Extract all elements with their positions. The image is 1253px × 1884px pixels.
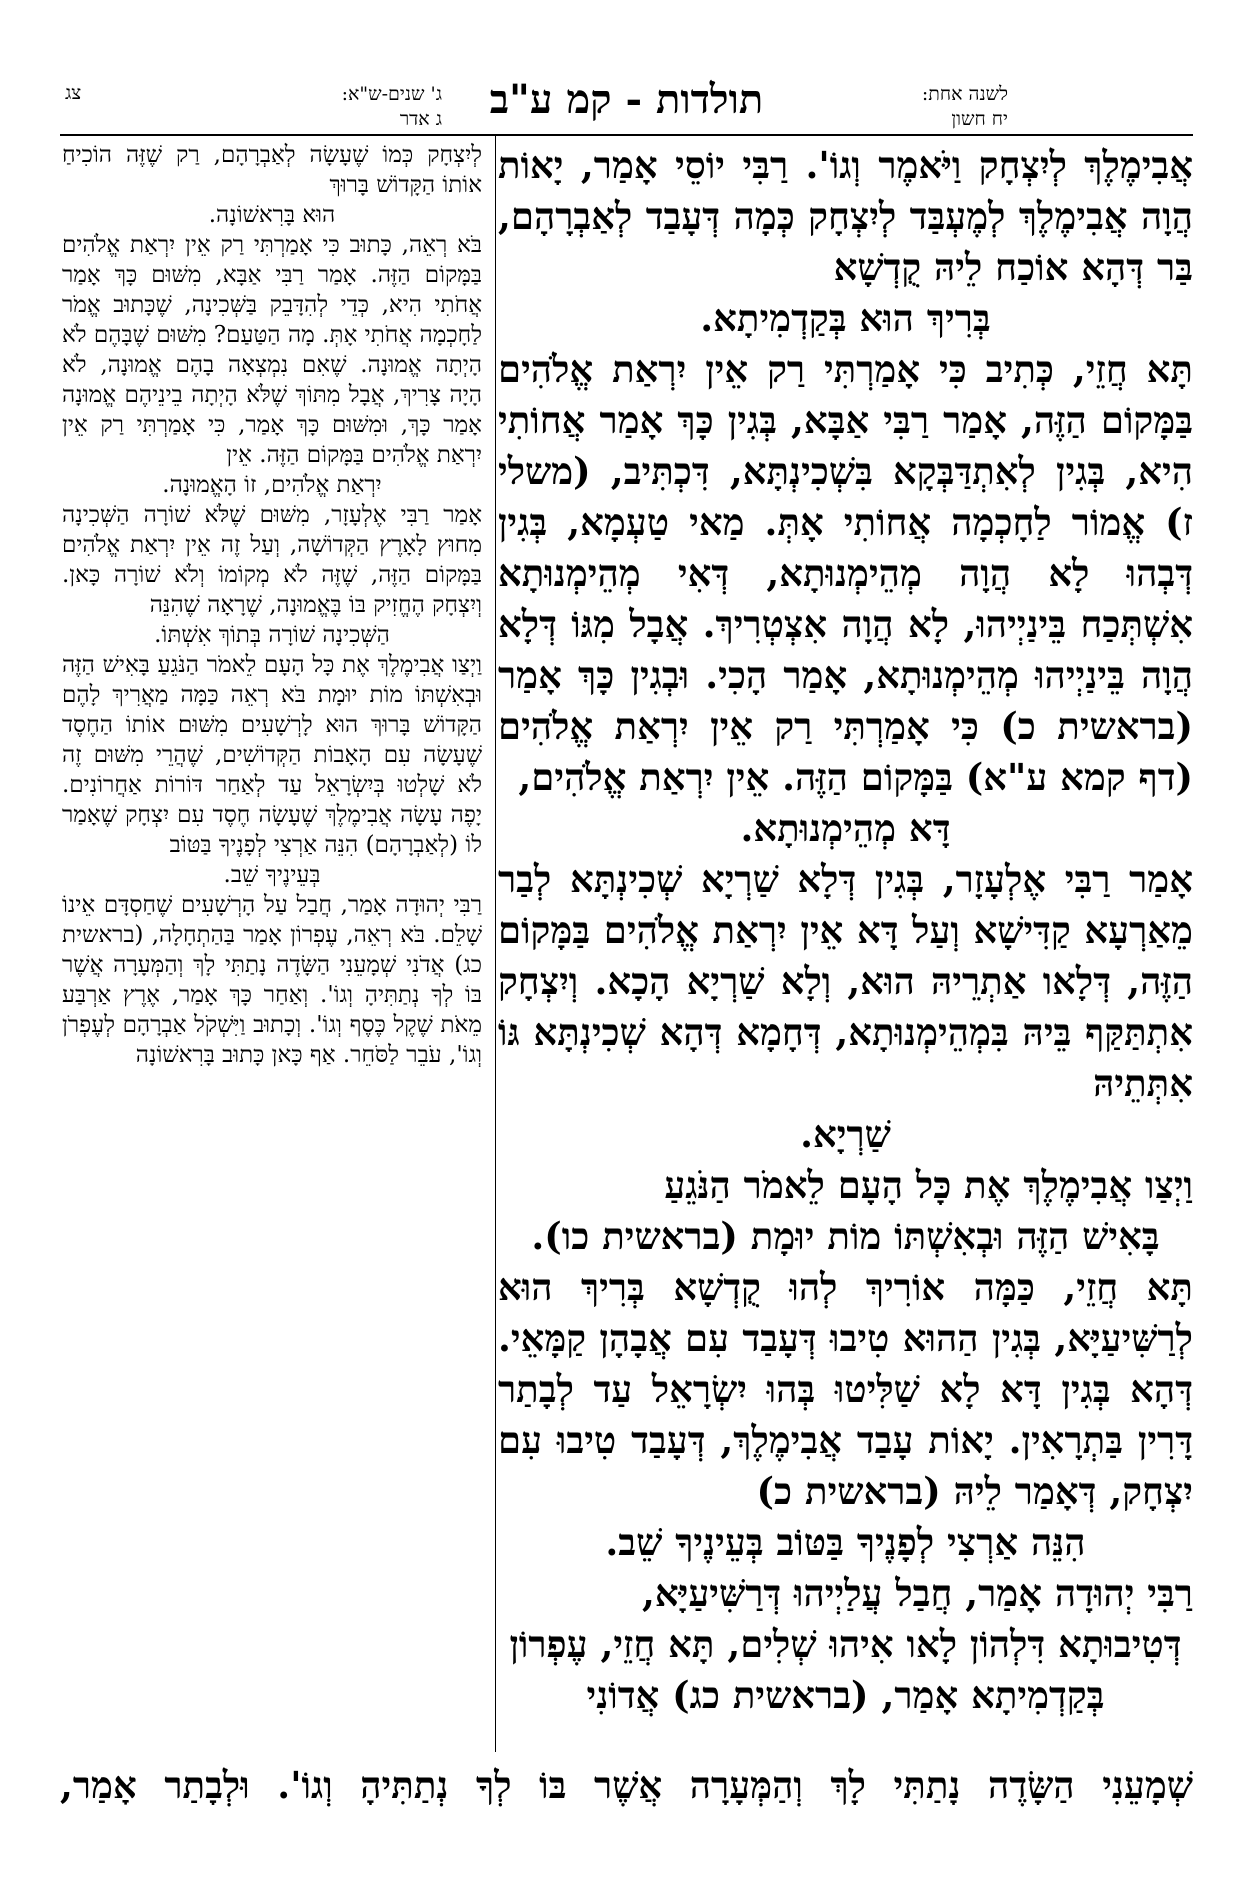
main-paragraph: דָּא מְהֵימְנוּתָא. [740, 806, 951, 850]
commentary-paragraph: הוּא בָּרִאשׁוֹנָה. [208, 202, 336, 228]
header-one-year-label: לשנה אחת: [921, 83, 1008, 105]
main-paragraph: בְּרִיךְ הוּא בְּקַדְמִיתָא. [700, 296, 991, 340]
commentary-paragraph: הַשְּׁכִינָה שׁוֹרָה בְּתוֹךְ אִשְׁתּוֹ. [154, 622, 390, 648]
header-one-year-date: יח חשון [951, 108, 1008, 130]
main-paragraph: אֲבִימֶלֶךְ לְיִצְחָק וַיֹּאמֶר וְגוֹ'. רַבִּי יוֹסֵי אָמַר, יָאוֹת הֲוָה אֲבִימֶלֶךְ לְמֶעְבַּד לְיִצְחָק כְּמָה דְּעָבַד לְאַבְרָהָם, בַּר דְּהָא אוֹכַח לֵיהּ קֻדְשָׁא [498, 143, 1193, 289]
commentary-paragraph: אָמַר רַבִּי אֶלְעָזָר, מִשּׁוּם שֶׁלֹּא שׁוֹרָה הַשְּׁכִינָה מִחוּץ לָאָרֶץ הַקְּדוֹשָׁה, וְעַל זֶה אֵין יִרְאַת אֱלֹהִים בַּמָּקוֹם הַזֶּה, שֶׁזֶּה לֹא מְקוֹמוֹ וְלֹא שׁוֹרָה כָּאן. וְיִצְחָק הֶחֱזִיק בּוֹ בֶּאֱמוּנָה, שֶׁרָאָה שֶׁהִנֵּה [62, 502, 482, 618]
main-paragraph: רַבִּי יְהוּדָה אָמַר, חֲבַל עֲלַיְיהוּ דְּרַשִּׁיעַיָּא, [642, 1571, 1193, 1615]
main-paragraph: הִנֵּה אַרְצִי לְפָנֶיךָ בַּטּוֹב בְּעֵינֶיךָ שֵׁב. [605, 1520, 1086, 1564]
main-column-aramaic [498, 140, 1193, 1721]
header-rule [60, 134, 1193, 136]
commentary-paragraph: בְּעֵינֶיךָ שֵׁב. [223, 862, 321, 888]
main-paragraph: אָמַר רַבִּי אֶלְעָזָר, בְּגִין דְּלָא שַׁרְיָא שְׁכִינְתָּא לְבַר מֵאַרְעָא קַדִּישָׁא וְעַל דָּא אֵין יִרְאַת אֱלֹהִים בַּמָּקוֹם הַזֶּה, דְּלָאו אַתְרֵיהּ הוּא, וְלָא שַׁרְיָא הָכָא. וְיִצְחָק אִתְתַּקַּף בֵּיהּ בִּמְהֵימְנוּתָא, דְּחָמָא דְּהָא שְׁכִינְתָּא גּוֹ אִתְּתֵיהּ [498, 857, 1193, 1105]
commentary-paragraph: יִרְאַת אֱלֹהִים, זוֹ הָאֱמוּנָה. [162, 472, 382, 498]
main-paragraph: תָּא חֲזֵי, כְּתִיב כִּי אָמַרְתִּי רַק אֵין יִרְאַת אֱלֹהִים בַּמָּקוֹם הַזֶּה, אָמַר רַבִּי אַבָּא, בְּגִין כָּךְ אָמַר אֲחוֹתִי הִיא, בְּגִין לְאִתְדַּבְּקָא בִּשְׁכִינְתָּא, דִּכְתִּיב, (משלי ז) אֱמוֹר לַחָכְמָה אֲחוֹתִי אָתְּ. מַאי טַעְמָא, בְּגִין דְּבְהוּ לָא הֲוָה מְהֵימְנוּתָא, דְּאִי מְהֵימְנוּתָא אִשְׁתְּכַח בֵּינַיְיהוּ, לָא הֲוָה אִצְטְרִיךְ. אֲבָל מִגּוֹ דְּלָא הֲוָה בֵּינַיְיהוּ מְהֵימְנוּתָא, אָמַר הָכִי. וּבְגִין כָּךְ אָמַר (בראשית כ) כִּי אָמַרְתִּי רַק אֵין יִרְאַת אֱלֹהִים (דף קמא ע"א) בַּמָּקוֹם הַזֶּה. אֵין יִרְאַת אֱלֹהִים, [498, 347, 1193, 799]
bottom-full-width-line: שְׁמָעֵנִי הַשָּׂדֶה נָתַתִּי לָךְ וְהַמְּעָרָה אֲשֶׁר בּוֹ לְךָ נְתַתִּיהָ וְגוֹ'. וּלְבָתַר אָמַר, [60, 1763, 1193, 1807]
main-paragraph: שַׁרְיָא. [800, 1112, 891, 1156]
commentary-column-hebrew [62, 140, 482, 1070]
commentary-paragraph: בֹּא רְאֵה, כָּתוּב כִּי אָמַרְתִּי רַק אֵין יִרְאַת אֱלֹהִים בַּמָּקוֹם הַזֶּה. אָמַר רַבִּי אַבָּא, מִשּׁוּם כָּךְ אָמַר אֲחֹתִי הִיא, כְּדֵי לְהִדָּבֵק בַּשְּׁכִינָה, שֶׁכָּתוּב אֱמֹר לַחָכְמָה אֲחֹתִי אָתְּ. מָה הַטַּעַם? מִשּׁוּם שֶׁבָּהֶם לֹא הָיְתָה אֱמוּנָה. שֶׁאִם נִמְצְאָה בָהֶם אֱמוּנָה, לֹא הָיָה צָרִיךְ, אֲבָל מִתּוֹךְ שֶׁלֹּא הָיְתָה בֵינֵיהֶם אֱמוּנָה אָמַר כָּךְ, וּמִשּׁוּם כָּךְ אָמַר, כִּי אָמַרְתִּי רַק אֵין יִרְאַת אֱלֹהִים בַּמָּקוֹם הַזֶּה. אֵין [62, 232, 482, 468]
main-paragraph: דְּטִיבוּתָא דִּלְהוֹן לָאו אִיהוּ שְׁלִים, תָּא חֲזֵי, עֶפְרוֹן בְּקַדְמִיתָא אָמַר, (בראשית כג) אֲדוֹנִי [509, 1622, 1182, 1717]
commentary-paragraph: לְיִצְחָק כְּמוֹ שֶׁעָשָׂה לְאַבְרָהָם, רַק שֶׁזֶּה הוֹכִיחַ אוֹתוֹ הַקָּדוֹשׁ בָּרוּךְ [62, 142, 482, 198]
header-left [227, 82, 442, 132]
main-paragraph: תָּא חֲזֵי, כַּמָּה אוֹרִיךְ לְהוּ קֻדְשָׁא בְּרִיךְ הוּא לְרַשִּׁיעַיָּא, בְּגִין הַהוּא טִיבוּ דְּעָבַד עִם אֲבָהָן קַמָּאֵי. דְּהָא בְּגִין דָּא לָא שַׁלִּיטוּ בְּהוּ יִשְׂרָאֵל עַד לְבָתַר דָּרִין בַּתְרָאִין. יָאוֹת עָבַד אֲבִימֶלֶךְ, דְּעָבַד טִיבוּ עִם יִצְחָק, דְּאָמַר לֵיהּ (בראשית כ) [498, 1265, 1193, 1513]
main-paragraph: וַיְצַו אֲבִימֶלֶךְ אֶת כָּל הָעָם לֵאמֹר הַנֹּגֵעַ [664, 1163, 1193, 1207]
header-three-year-date: ג אדר [399, 108, 442, 130]
page-number: צג [65, 82, 82, 104]
page-title: תולדות - קמ ע"ב [489, 76, 764, 123]
commentary-paragraph: רַבִּי יְהוּדָה אָמַר, חֲבַל עַל הָרְשָׁעִים שֶׁחַסְדָּם אֵינוֹ שָׁלֵם. בֹּא רְאֵה, עֶפְרוֹן אָמַר בַּהַתְחָלָה, (בראשית כג) אֲדֹנִי שְׁמָעֵנִי הַשָּׂדֶה נָתַתִּי לָךְ וְהַמְּעָרָה אֲשֶׁר בּוֹ לְךָ נְתַתִּיהָ וְגוֹ'. וְאַחַר כָּךְ אָמַר, אֶרֶץ אַרְבַּע מֵאֹת שֶׁקֶל כֶּסֶף וְגוֹ'. וְכָתוּב וַיִּשְׁקֹל אַבְרָהָם לְעֶפְרֹן וְגוֹ', עֹבֵר לַסֹּחֵר. אַף כָּאן כָּתוּב בָּרִאשׁוֹנָה [62, 892, 482, 1068]
commentary-paragraph: וַיְצַו אֲבִימֶלֶךְ אֶת כָּל הָעָם לֵאמֹר הַנֹּגֵעַ בָּאִישׁ הַזֶּה וּבְאִשְׁתּוֹ מוֹת יוּמָת בֹּא רְאֵה כַּמָּה מַאֲרִיךְ לָהֶם הַקָּדוֹשׁ בָּרוּךְ הוּא לָרְשָׁעִים מִשּׁוּם אוֹתוֹ הַחֶסֶד שֶׁעָשָׂה עִם הָאָבוֹת הַקְּדוֹשִׁים, שֶׁהֲרֵי מִשּׁוּם זֶה לֹא שָׁלְטוּ בְּיִשְׂרָאֵל עַד לְאַחַר דּוֹרוֹת אַחֲרוֹנִים. יָפֶה עָשָׂה אֲבִימֶלֶךְ שֶׁעָשָׂה חֶסֶד עִם יִצְחָק שֶׁאָמַר לוֹ (לְאַבְרָהָם) הִנֵּה אַרְצִי לְפָנֶיךָ בַּטּוֹב [62, 652, 482, 858]
header-three-year-label: ג' שנים-ש"א: [341, 83, 442, 105]
main-paragraph: בָּאִישׁ הַזֶּה וּבְאִשְׁתּוֹ מוֹת יוּמָת (בראשית כו). [531, 1214, 1160, 1258]
column-divider [495, 136, 496, 1752]
